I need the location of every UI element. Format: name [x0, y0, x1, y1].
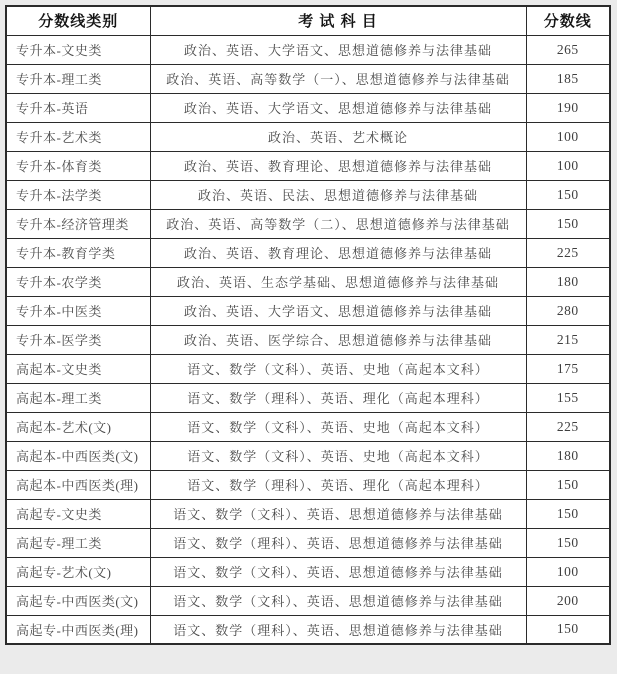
cell-score: 150 — [526, 470, 610, 499]
cell-score: 180 — [526, 267, 610, 296]
cell-score: 100 — [526, 122, 610, 151]
table-body — [6, 35, 610, 644]
cell-score: 265 — [526, 35, 610, 64]
cell-subjects: 政治、英语、高等数学（一）、思想道德修养与法律基础 — [150, 64, 526, 93]
table-row — [6, 615, 610, 644]
cell-category: 高起专-文史类 — [6, 499, 150, 528]
cell-subjects: 政治、英语、教育理论、思想道德修养与法律基础 — [150, 151, 526, 180]
cell-subjects: 政治、英语、大学语文、思想道德修养与法律基础 — [150, 35, 526, 64]
cell-score: 185 — [526, 64, 610, 93]
cell-subjects: 语文、数学（文科）、英语、思想道德修养与法律基础 — [150, 586, 526, 615]
cell-score: 225 — [526, 412, 610, 441]
cell-score: 225 — [526, 238, 610, 267]
table-row — [6, 209, 610, 238]
cell-subjects: 政治、英语、医学综合、思想道德修养与法律基础 — [150, 325, 526, 354]
cell-subjects: 政治、英语、高等数学（二）、思想道德修养与法律基础 — [150, 209, 526, 238]
cell-category: 专升本-农学类 — [6, 267, 150, 296]
table-row — [6, 35, 610, 64]
cell-category: 专升本-中医类 — [6, 296, 150, 325]
table-row — [6, 441, 610, 470]
table-row — [6, 151, 610, 180]
cell-score: 215 — [526, 325, 610, 354]
cell-subjects: 语文、数学（文科）、英语、史地（高起本文科） — [150, 412, 526, 441]
table-row — [6, 354, 610, 383]
cell-score: 150 — [526, 180, 610, 209]
table-row — [6, 122, 610, 151]
cell-category: 高起本-文史类 — [6, 354, 150, 383]
table-row — [6, 383, 610, 412]
cell-category: 专升本-体育类 — [6, 151, 150, 180]
cell-score: 155 — [526, 383, 610, 412]
table-row — [6, 238, 610, 267]
cell-category: 高起本-艺术(文) — [6, 412, 150, 441]
cell-category: 专升本-英语 — [6, 93, 150, 122]
cell-score: 175 — [526, 354, 610, 383]
header-row — [6, 6, 610, 35]
cell-category: 高起专-艺术(文) — [6, 557, 150, 586]
cell-category: 专升本-文史类 — [6, 35, 150, 64]
table-row — [6, 325, 610, 354]
cell-subjects: 语文、数学（文科）、英语、史地（高起本文科） — [150, 441, 526, 470]
cell-subjects: 语文、数学（理科）、英语、理化（高起本理科） — [150, 383, 526, 412]
cell-subjects: 语文、数学（理科）、英语、思想道德修养与法律基础 — [150, 615, 526, 644]
table-row — [6, 470, 610, 499]
cell-category: 高起本-中西医类(理) — [6, 470, 150, 499]
cell-subjects: 语文、数学（文科）、英语、思想道德修养与法律基础 — [150, 557, 526, 586]
cell-score: 280 — [526, 296, 610, 325]
cell-score: 150 — [526, 615, 610, 644]
table-row — [6, 296, 610, 325]
cell-subjects: 语文、数学（理科）、英语、理化（高起本理科） — [150, 470, 526, 499]
cell-category: 高起专-中西医类(理) — [6, 615, 150, 644]
cell-score: 180 — [526, 441, 610, 470]
table-row — [6, 499, 610, 528]
cell-subjects: 语文、数学（文科）、英语、思想道德修养与法律基础 — [150, 499, 526, 528]
cell-score: 100 — [526, 151, 610, 180]
table-row — [6, 528, 610, 557]
table-row — [6, 586, 610, 615]
header-category: 分数线类别 — [6, 6, 150, 35]
cell-score: 150 — [526, 499, 610, 528]
table-row — [6, 180, 610, 209]
cell-category: 高起专-理工类 — [6, 528, 150, 557]
cell-subjects: 政治、英语、大学语文、思想道德修养与法律基础 — [150, 93, 526, 122]
cell-category: 专升本-经济管理类 — [6, 209, 150, 238]
table-row — [6, 93, 610, 122]
cell-category: 高起专-中西医类(文) — [6, 586, 150, 615]
cell-score: 190 — [526, 93, 610, 122]
cell-subjects: 政治、英语、民法、思想道德修养与法律基础 — [150, 180, 526, 209]
cell-category: 高起本-中西医类(文) — [6, 441, 150, 470]
cell-subjects: 政治、英语、大学语文、思想道德修养与法律基础 — [150, 296, 526, 325]
table-row — [6, 267, 610, 296]
header-score: 分数线 — [526, 6, 610, 35]
table-row — [6, 557, 610, 586]
cell-category: 专升本-艺术类 — [6, 122, 150, 151]
cell-subjects: 政治、英语、教育理论、思想道德修养与法律基础 — [150, 238, 526, 267]
cell-subjects: 语文、数学（理科）、英语、思想道德修养与法律基础 — [150, 528, 526, 557]
cell-category: 专升本-法学类 — [6, 180, 150, 209]
score-line-table — [5, 5, 611, 645]
cell-subjects: 语文、数学（文科）、英语、史地（高起本文科） — [150, 354, 526, 383]
cell-subjects: 政治、英语、生态学基础、思想道德修养与法律基础 — [150, 267, 526, 296]
cell-category: 专升本-教育学类 — [6, 238, 150, 267]
cell-category: 专升本-理工类 — [6, 64, 150, 93]
cell-score: 100 — [526, 557, 610, 586]
cell-subjects: 政治、英语、艺术概论 — [150, 122, 526, 151]
table-row — [6, 64, 610, 93]
table-row — [6, 412, 610, 441]
cell-score: 150 — [526, 528, 610, 557]
header-subjects: 考 试 科 目 — [150, 6, 526, 35]
cell-category: 高起本-理工类 — [6, 383, 150, 412]
cell-score: 200 — [526, 586, 610, 615]
cell-category: 专升本-医学类 — [6, 325, 150, 354]
cell-score: 150 — [526, 209, 610, 238]
